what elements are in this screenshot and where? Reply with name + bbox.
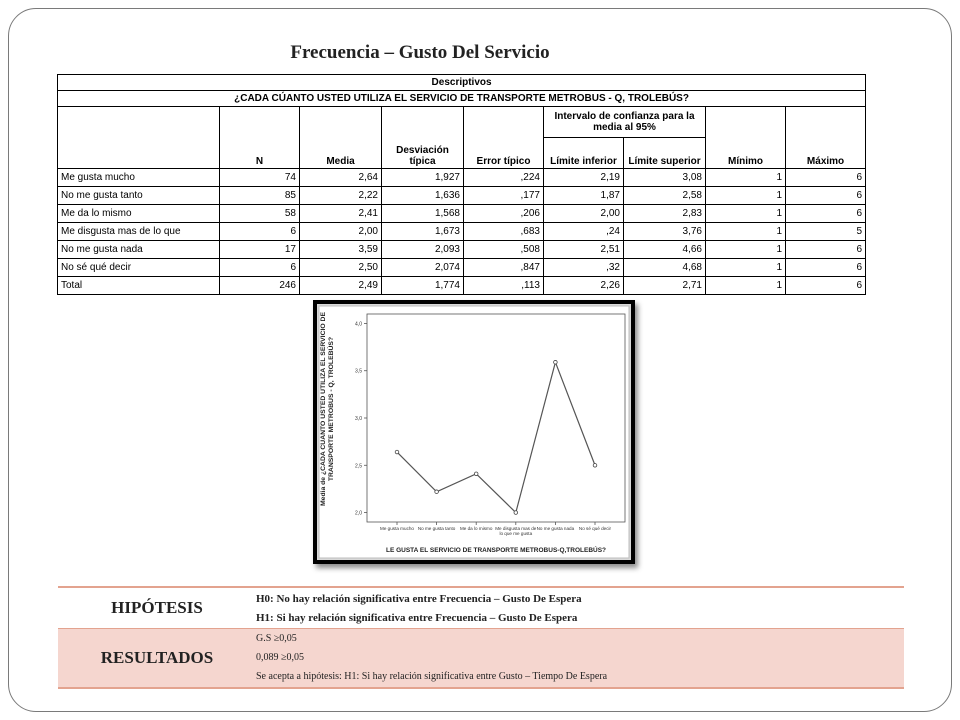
- x-tick-label-box: [494, 526, 538, 548]
- cell-media: 2,41: [300, 205, 382, 223]
- cell-li: 2,51: [544, 241, 624, 259]
- descriptives-table: [57, 74, 866, 295]
- cell-desv: 1,774: [382, 277, 464, 295]
- cell-n: 85: [220, 187, 300, 205]
- h1-text: H1: Si hay relación significativa entre Frecuencia – Gusto De Espera: [256, 612, 578, 624]
- hypothesis-table: [58, 586, 904, 689]
- row-label: Me disgusta mas de lo que: [58, 223, 220, 241]
- x-tick-label: No me gusta tanto: [417, 526, 456, 531]
- x-tick-label-box: [375, 526, 419, 548]
- cell-media: 2,50: [300, 259, 382, 277]
- cell-max: 6: [786, 259, 866, 277]
- row-label: No sé qué decir: [58, 259, 220, 277]
- y-tick-label: 3,5: [355, 368, 362, 375]
- cell-max: 6: [786, 187, 866, 205]
- col-ls: Límite superior: [624, 138, 706, 169]
- cell-n: 74: [220, 169, 300, 187]
- data-point: [474, 472, 478, 476]
- cell-min: 1: [706, 169, 786, 187]
- table-row: [58, 223, 866, 241]
- mean-chart: [313, 300, 635, 564]
- cell-min: 1: [706, 241, 786, 259]
- cell-n: 17: [220, 241, 300, 259]
- col-li: Límite inferior: [544, 138, 624, 169]
- cell-n: 246: [220, 277, 300, 295]
- cell-ls: 3,76: [624, 223, 706, 241]
- col-err: Error típico: [464, 107, 544, 169]
- y-tick-label: 3,0: [355, 416, 362, 422]
- table-header: Descriptivos: [58, 75, 866, 91]
- cell-min: 1: [706, 259, 786, 277]
- x-tick-label-box: [533, 526, 577, 548]
- cell-min: 1: [706, 205, 786, 223]
- row-label: No me gusta tanto: [58, 187, 220, 205]
- cell-n: 58: [220, 205, 300, 223]
- cell-min: 1: [706, 187, 786, 205]
- col-media: Media: [300, 107, 382, 169]
- hypothesis-row: [58, 586, 904, 628]
- cell-li: 2,26: [544, 277, 624, 295]
- row-label: No me gusta nada: [58, 241, 220, 259]
- table-question: ¿CADA CÚANTO USTED UTILIZA EL SERVICIO DE TRANSPORTE METROBUS - Q, TROLEBÚS?: [58, 91, 866, 107]
- x-tick-label: Me disgusta mas de lo que me gusta: [495, 526, 537, 536]
- table-row: [58, 187, 866, 205]
- y-axis-label-box: [320, 309, 356, 509]
- data-point: [514, 511, 518, 515]
- data-point: [554, 360, 558, 364]
- row-label: Me da lo mismo: [58, 205, 220, 223]
- cell-ls: 4,66: [624, 241, 706, 259]
- cell-err: ,683: [464, 223, 544, 241]
- cell-err: ,206: [464, 205, 544, 223]
- cell-desv: 1,636: [382, 187, 464, 205]
- cell-desv: 2,093: [382, 241, 464, 259]
- cell-n: 6: [220, 223, 300, 241]
- cell-li: ,24: [544, 223, 624, 241]
- col-desv: Desviación típica: [382, 107, 464, 169]
- cell-desv: 1,673: [382, 223, 464, 241]
- cell-ls: 2,83: [624, 205, 706, 223]
- h0-text: H0: No hay relación significativa entre Frecuencia – Gusto De Espera: [256, 593, 582, 605]
- cell-err: ,508: [464, 241, 544, 259]
- x-tick-label: No sé qué decir: [578, 526, 612, 531]
- cell-media: 2,22: [300, 187, 382, 205]
- cell-err: ,224: [464, 169, 544, 187]
- cell-media: 3,59: [300, 241, 382, 259]
- cell-media: 2,00: [300, 223, 382, 241]
- x-tick-label-box: [415, 526, 459, 548]
- results-label: RESULTADOS: [100, 648, 214, 667]
- cell-ls: 2,58: [624, 187, 706, 205]
- cell-max: 6: [786, 169, 866, 187]
- cell-ls: 4,68: [624, 259, 706, 277]
- cell-ls: 3,08: [624, 169, 706, 187]
- slide-title: Frecuencia – Gusto Del Servicio: [290, 42, 550, 63]
- results-content: [256, 629, 904, 687]
- col-n: N: [220, 107, 300, 169]
- y-axis-label: Media de ¿CADA CÚANTO USTED UTILIZA EL SERVICIO DE TRANSPORTE METROBUS - Q, TROLEBÚS?: [320, 312, 335, 506]
- chart-svg: [317, 304, 631, 560]
- x-tick-label-box: [454, 526, 498, 548]
- row-label: Me gusta mucho: [58, 169, 220, 187]
- cell-max: 6: [786, 277, 866, 295]
- results-line-3: Se acepta a hipótesis: H1: Si hay relación significativa entre Gusto – Tiempo De Espera: [256, 671, 608, 682]
- cell-desv: 2,074: [382, 259, 464, 277]
- row-label: Total: [58, 277, 220, 295]
- plot-area: [367, 314, 625, 522]
- x-tick-label: Me gusta mucho: [380, 526, 414, 531]
- cell-err: ,177: [464, 187, 544, 205]
- cell-ls: 2,71: [624, 277, 706, 295]
- cell-media: 2,64: [300, 169, 382, 187]
- cell-n: 6: [220, 259, 300, 277]
- col-min: Mínimo: [706, 107, 786, 169]
- cell-li: ,32: [544, 259, 624, 277]
- corner-cell: [58, 107, 220, 169]
- col-ci-group: Intervalo de confianza para la media al 95%: [544, 107, 706, 138]
- hypothesis-label: HIPÓTESIS: [111, 598, 203, 617]
- cell-media: 2,49: [300, 277, 382, 295]
- cell-desv: 1,568: [382, 205, 464, 223]
- cell-max: 5: [786, 223, 866, 241]
- x-axis-label: LE GUSTA EL SERVICIO DE TRANSPORTE METROBUS-Q,TROLEBÚS?: [385, 547, 607, 554]
- results-line-1: G.S ≥0,05: [256, 633, 297, 644]
- data-point: [593, 463, 597, 467]
- hypothesis-content: [256, 588, 904, 628]
- table-row: [58, 241, 866, 259]
- table-row: [58, 277, 866, 295]
- cell-min: 1: [706, 277, 786, 295]
- y-tick-label: 4,0: [355, 321, 362, 328]
- results-line-2: 0,089 ≥0,05: [256, 652, 304, 663]
- cell-min: 1: [706, 223, 786, 241]
- x-tick-label: No me gusta nada: [536, 526, 575, 531]
- cell-max: 6: [786, 241, 866, 259]
- y-tick-label: 2,5: [355, 463, 362, 470]
- cell-err: ,847: [464, 259, 544, 277]
- results-row: [58, 628, 904, 689]
- col-max: Máximo: [786, 107, 866, 169]
- cell-li: 2,00: [544, 205, 624, 223]
- table-row: [58, 205, 866, 223]
- cell-li: 2,19: [544, 169, 624, 187]
- data-point: [435, 490, 439, 494]
- table-row: [58, 259, 866, 277]
- x-tick-label-box: [573, 526, 617, 548]
- cell-err: ,113: [464, 277, 544, 295]
- cell-li: 1,87: [544, 187, 624, 205]
- x-tick-label: Me da lo mismo: [459, 526, 493, 531]
- data-point: [395, 450, 399, 454]
- y-tick-label: 2,0: [355, 510, 362, 517]
- cell-desv: 1,927: [382, 169, 464, 187]
- cell-max: 6: [786, 205, 866, 223]
- table-row: [58, 169, 866, 187]
